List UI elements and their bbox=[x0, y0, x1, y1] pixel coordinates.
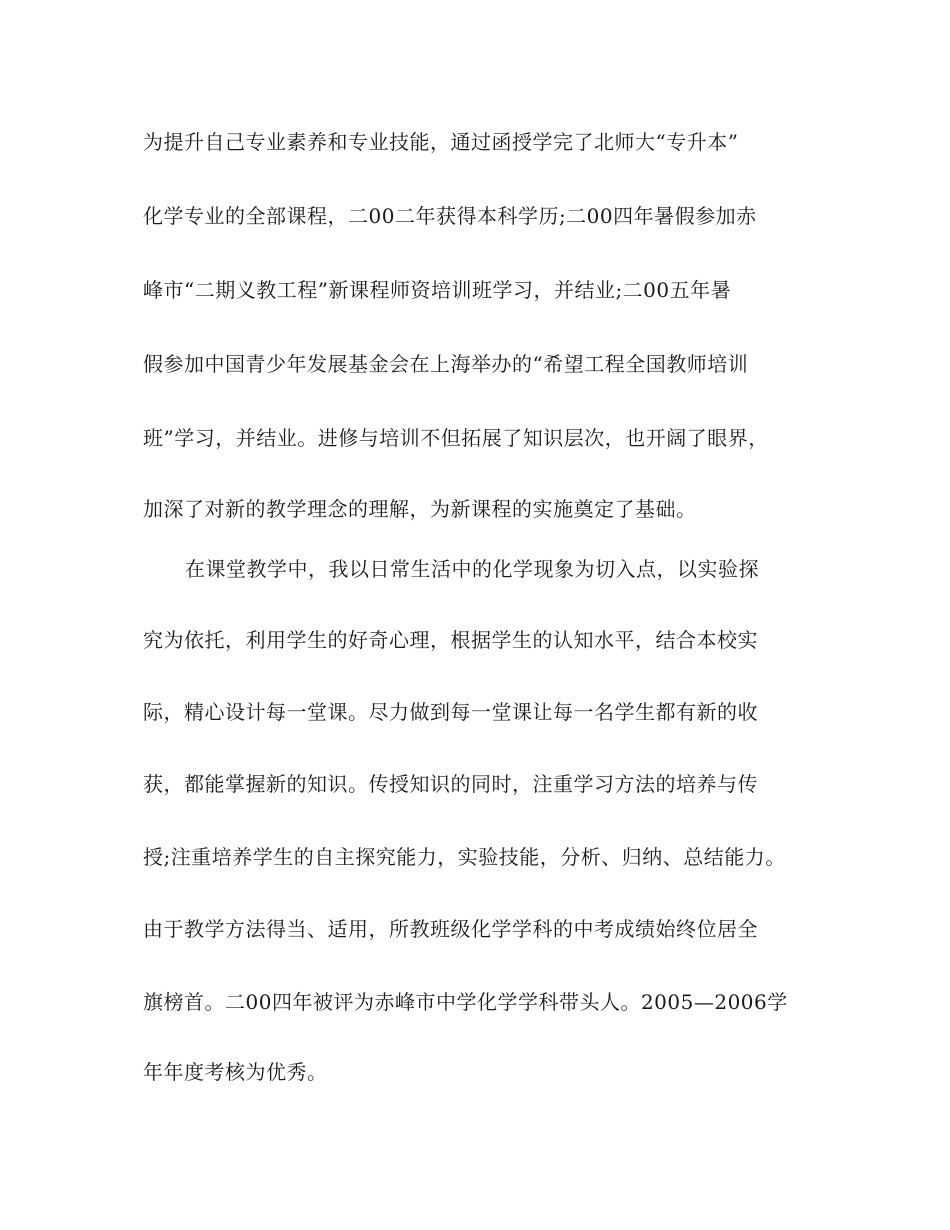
text-line: 旗榜首。二00四年被评为赤峰市中学化学学科带头人。2005—2006学 bbox=[143, 990, 788, 1014]
text-line: 年年度考核为优秀。 bbox=[143, 1060, 328, 1084]
text-line: 加深了对新的教学理念的理解，为新课程的实施奠定了基础。 bbox=[143, 497, 697, 521]
text-line: 授;注重培养学生的自主探究能力，实验技能，分析、归纳、总结能力。 bbox=[143, 845, 786, 869]
text-line: 为提升自己专业素养和专业技能，通过函授学完了北师大“专升本” bbox=[143, 130, 739, 154]
text-line: 假参加中国青少年发展基金会在上海举办的“希望工程全国教师培训 bbox=[143, 352, 749, 376]
text-line: 获，都能掌握新的知识。传授知识的同时，注重学习方法的培养与传 bbox=[143, 772, 758, 796]
text-line: 由于教学方法得当、适用，所教班级化学学科的中考成绩始终位居全 bbox=[143, 917, 758, 941]
text-line: 究为依托，利用学生的好奇心理，根据学生的认知水平，结合本校实 bbox=[143, 628, 758, 652]
text-line: 班”学习，并结业。进修与培训不但拓展了知识层次，也开阔了眼界， bbox=[143, 426, 769, 450]
text-line: 在课堂教学中，我以日常生活中的化学现象为切入点，以实验探 bbox=[185, 557, 759, 581]
text-line: 化学专业的全部课程，二00二年获得本科学历;二00四年暑假参加赤 bbox=[143, 204, 757, 228]
text-line: 际，精心设计每一堂课。尽力做到每一堂课让每一名学生都有新的收 bbox=[143, 700, 758, 724]
text-line: 峰市“二期义教工程”新课程师资培训班学习，并结业;二00五年暑 bbox=[143, 278, 732, 302]
